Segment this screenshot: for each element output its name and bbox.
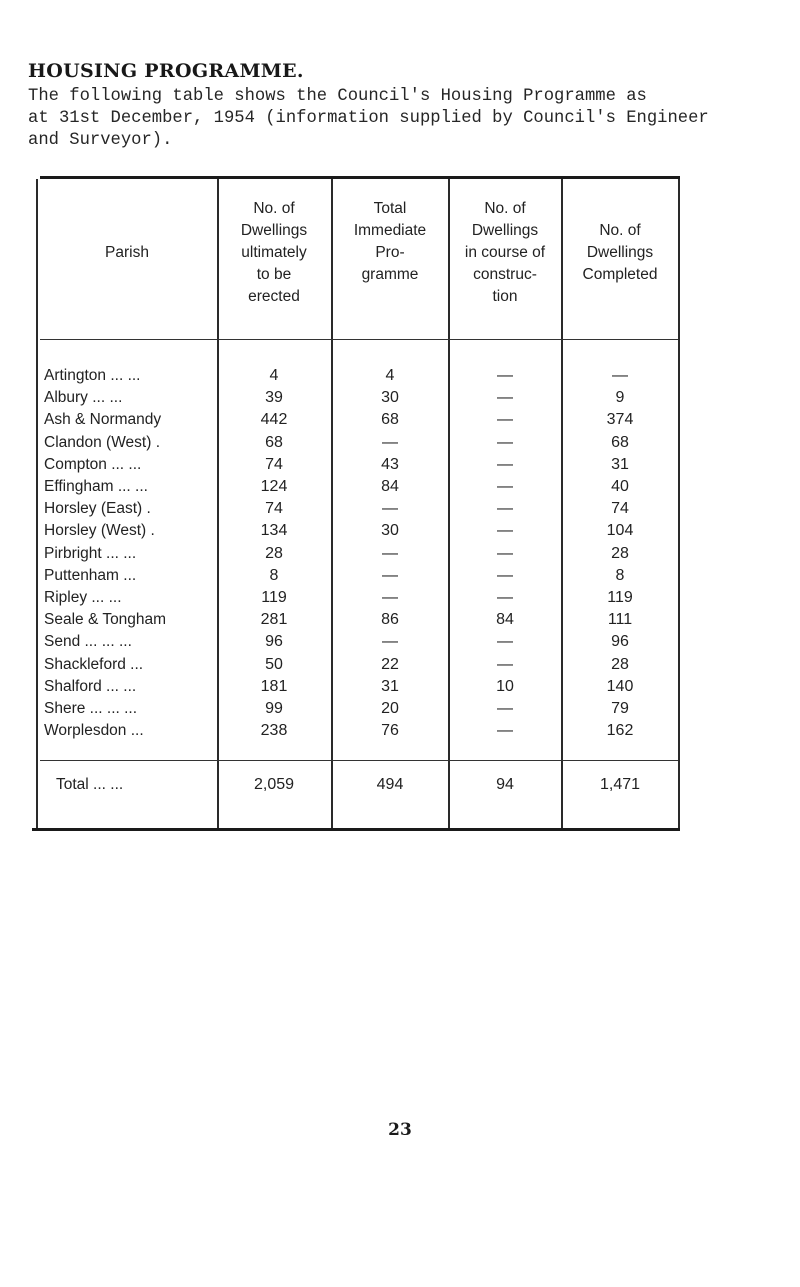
cell-parish: Artington ... ... bbox=[44, 367, 141, 384]
cell-parish: Clandon (West) . bbox=[44, 433, 161, 451]
table-row bbox=[32, 609, 680, 631]
cell-parish: Horsley (East) . bbox=[44, 500, 151, 518]
table-row bbox=[32, 631, 680, 653]
table-row bbox=[32, 654, 680, 676]
cell-immediate: — bbox=[382, 500, 398, 518]
intro-line: at 31st December, 1954 (information supplied by Council's Engineer bbox=[28, 109, 709, 128]
header-text: gramme bbox=[361, 266, 419, 283]
cell-completed: 79 bbox=[611, 700, 629, 717]
header-text: Dwellings bbox=[586, 244, 654, 261]
cell-parish: Pirbright ... ... bbox=[44, 544, 137, 562]
table-row bbox=[32, 565, 680, 587]
total-rule bbox=[40, 760, 678, 761]
table-row bbox=[32, 498, 680, 520]
cell-immediate: — bbox=[382, 544, 398, 562]
cell-ultimately: 442 bbox=[260, 411, 288, 429]
table-row bbox=[32, 476, 680, 498]
cell-completed: — bbox=[612, 367, 628, 384]
header-completed bbox=[562, 220, 678, 286]
cell-completed: 68 bbox=[611, 433, 629, 451]
cell-immediate: 20 bbox=[381, 700, 399, 717]
cell-in-course: — bbox=[497, 455, 513, 473]
cell-in-course: — bbox=[497, 566, 513, 584]
header-ultimately bbox=[218, 198, 330, 308]
header-text: Dwellings bbox=[471, 222, 539, 239]
page-heading: HOUSING PROGRAMME. bbox=[28, 60, 304, 82]
header-text: No. of bbox=[484, 200, 526, 217]
table-top-rule bbox=[40, 176, 680, 179]
cell-immediate: — bbox=[382, 589, 398, 606]
cell-in-course: — bbox=[497, 700, 513, 717]
cell-in-course: — bbox=[497, 478, 513, 495]
cell-ultimately: 181 bbox=[260, 677, 288, 695]
cell-in-course: 84 bbox=[496, 611, 514, 629]
cell-parish: Send ... ... ... bbox=[44, 633, 132, 651]
header-rule bbox=[40, 339, 678, 340]
cell-completed: 374 bbox=[606, 411, 634, 429]
intro-paragraph bbox=[28, 86, 748, 152]
header-in-course bbox=[450, 198, 560, 308]
cell-completed: 74 bbox=[611, 500, 629, 518]
header-text: Completed bbox=[582, 266, 658, 283]
cell-immediate: 30 bbox=[381, 522, 399, 540]
cell-completed: 9 bbox=[615, 389, 625, 407]
cell-immediate: 68 bbox=[381, 411, 399, 429]
header-text: Parish bbox=[105, 244, 149, 261]
cell-parish: Seale & Tongham bbox=[44, 611, 167, 629]
cell-immediate: — bbox=[382, 566, 398, 584]
cell-immediate: 31 bbox=[381, 677, 399, 695]
total-ultimately: 2,059 bbox=[253, 776, 295, 793]
cell-immediate: 76 bbox=[381, 722, 399, 740]
cell-ultimately: 238 bbox=[260, 722, 288, 740]
cell-in-course: — bbox=[497, 544, 513, 562]
cell-in-course: — bbox=[497, 722, 513, 740]
cell-completed: 40 bbox=[611, 478, 629, 495]
cell-ultimately: 8 bbox=[269, 566, 279, 584]
cell-in-course: 10 bbox=[496, 677, 514, 695]
cell-parish: Puttenham ... bbox=[44, 566, 137, 584]
cell-immediate: 43 bbox=[381, 455, 399, 473]
cell-immediate: 22 bbox=[381, 655, 399, 673]
housing-programme-table bbox=[32, 176, 680, 830]
cell-ultimately: 28 bbox=[265, 544, 283, 562]
header-text: No. of bbox=[253, 200, 295, 217]
cell-parish: Shalford ... ... bbox=[44, 677, 137, 695]
cell-parish: Horsley (West) . bbox=[44, 522, 155, 540]
cell-parish: Ripley ... ... bbox=[44, 589, 122, 606]
header-text: Immediate bbox=[353, 222, 427, 239]
cell-in-course: — bbox=[497, 367, 513, 384]
table-row bbox=[32, 720, 680, 742]
total-in-course: 94 bbox=[496, 776, 514, 793]
total-completed: 1,471 bbox=[599, 776, 641, 793]
header-text: ultimately bbox=[241, 244, 307, 261]
header-text: Dwellings bbox=[240, 222, 308, 239]
cell-immediate: — bbox=[382, 433, 398, 451]
cell-ultimately: 74 bbox=[265, 500, 283, 518]
header-text: in course of bbox=[464, 244, 546, 261]
cell-parish: Shere ... ... ... bbox=[44, 700, 138, 717]
cell-completed: 104 bbox=[606, 522, 634, 540]
cell-ultimately: 68 bbox=[265, 433, 283, 451]
cell-in-course: — bbox=[497, 433, 513, 451]
table-bottom-rule bbox=[32, 828, 680, 831]
table-row bbox=[32, 587, 680, 609]
cell-completed: 140 bbox=[606, 677, 634, 695]
cell-completed: 119 bbox=[607, 589, 633, 606]
cell-parish: Shackleford ... bbox=[44, 655, 144, 673]
cell-completed: 111 bbox=[607, 611, 633, 629]
table-row bbox=[32, 432, 680, 454]
intro-line: and Surveyor). bbox=[28, 131, 173, 150]
total-immediate: 494 bbox=[376, 776, 404, 793]
cell-parish: Compton ... ... bbox=[44, 455, 142, 473]
cell-in-course: — bbox=[497, 411, 513, 429]
cell-ultimately: 134 bbox=[260, 522, 288, 540]
table-row bbox=[32, 454, 680, 476]
table-row bbox=[32, 543, 680, 565]
table-row bbox=[32, 409, 680, 431]
header-immediate bbox=[332, 198, 448, 286]
cell-ultimately: 119 bbox=[261, 589, 287, 606]
cell-completed: 28 bbox=[611, 544, 629, 562]
cell-completed: 28 bbox=[611, 655, 629, 673]
intro-line: The following table shows the Council's Housing Programme as bbox=[28, 87, 647, 106]
header-parish bbox=[36, 242, 218, 264]
cell-parish: Worplesdon ... bbox=[44, 722, 144, 740]
cell-ultimately: 124 bbox=[260, 478, 288, 495]
cell-in-course: — bbox=[497, 389, 513, 407]
cell-in-course: — bbox=[497, 655, 513, 673]
table-total-row bbox=[32, 774, 680, 796]
cell-completed: 162 bbox=[606, 722, 634, 740]
cell-in-course: — bbox=[497, 633, 513, 651]
cell-completed: 96 bbox=[611, 633, 629, 651]
table-row bbox=[32, 698, 680, 720]
cell-immediate: 4 bbox=[385, 367, 395, 384]
cell-completed: 8 bbox=[615, 566, 625, 584]
cell-in-course: — bbox=[497, 500, 513, 518]
header-text: tion bbox=[492, 288, 518, 305]
cell-immediate: — bbox=[382, 633, 398, 651]
cell-parish: Ash & Normandy bbox=[44, 411, 162, 429]
cell-ultimately: 99 bbox=[265, 700, 283, 717]
header-text: No. of bbox=[599, 222, 641, 239]
cell-ultimately: 96 bbox=[265, 633, 283, 651]
cell-ultimately: 4 bbox=[269, 367, 279, 384]
table-row bbox=[32, 387, 680, 409]
cell-parish: Effingham ... ... bbox=[44, 478, 148, 495]
cell-in-course: — bbox=[497, 522, 513, 540]
header-text: construc- bbox=[473, 266, 537, 283]
table-row bbox=[32, 676, 680, 698]
header-text: erected bbox=[248, 288, 300, 305]
header-text: to be bbox=[256, 266, 292, 283]
cell-completed: 31 bbox=[611, 455, 629, 473]
page-number: 23 bbox=[388, 1120, 412, 1140]
cell-immediate: 30 bbox=[381, 389, 399, 407]
total-label: Total ... ... bbox=[56, 776, 124, 793]
header-text: Total bbox=[373, 200, 407, 217]
table-row bbox=[32, 365, 680, 387]
cell-parish: Albury ... ... bbox=[44, 389, 123, 407]
cell-immediate: 86 bbox=[381, 611, 399, 629]
header-text: Pro- bbox=[375, 244, 405, 261]
table-row bbox=[32, 520, 680, 542]
cell-ultimately: 74 bbox=[265, 455, 283, 473]
cell-ultimately: 50 bbox=[265, 655, 283, 673]
cell-ultimately: 39 bbox=[265, 389, 283, 407]
cell-in-course: — bbox=[497, 589, 513, 606]
cell-ultimately: 281 bbox=[260, 611, 288, 629]
cell-immediate: 84 bbox=[381, 478, 399, 495]
